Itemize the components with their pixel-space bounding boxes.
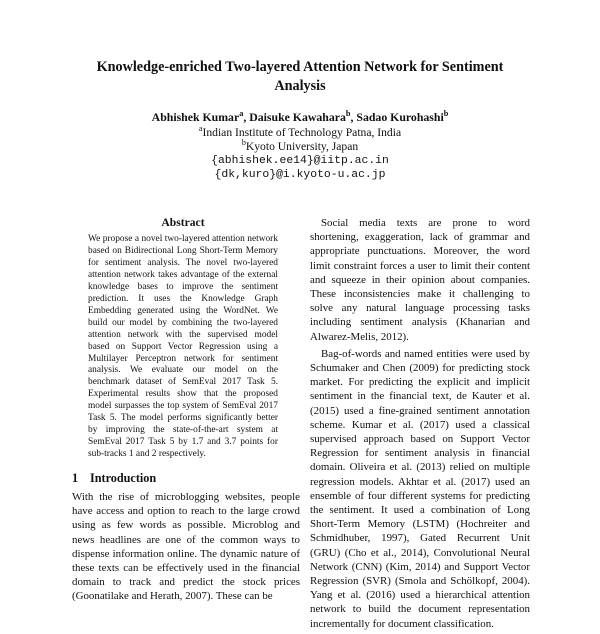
author-name: Daisuke Kawahara: [249, 110, 346, 124]
author-email: {abhishek.ee14}@iitp.ac.in: [211, 155, 389, 167]
abstract-heading: Abstract: [161, 216, 205, 229]
affiliation-text: Indian Institute of Technology Patna, India: [202, 126, 402, 139]
paper-title: Knowledge-enriched Two-layered Attention Network for Sentiment Analysis: [96, 59, 504, 94]
abstract-body: We propose a novel two-layered attention network based on Bidirectional Long Short-Term Memory for sentiment analysis. The novel two-layered attention network takes advantage of the external knowledge bases to improve the sentiment prediction. It uses the Knowledge Graph Embedding generated using the WordNet. We build our model by combining the two-layered attention network with the supervised model based on Support Vector Regression using a Multilayer Perceptron network for sentiment analysis. We evaluate our model on the benchmark dataset of SemEval 2017 Task 5. Experimental results show that the proposed model surpasses the top system of SemEval 2017 Task 5. The model performs significantly better by improving the state-of-the-art system at SemEval 2017 Task 5 by 1.7 and 3.7 points for sub-tracks 1 and 2 respectively.: [88, 234, 278, 460]
affiliation: [60, 140, 540, 154]
section-title: Introduction: [90, 471, 157, 485]
body-paragraph: Social media texts are prone to word shortening, exaggeration, lack of grammar and appropriate punctuations. Moreover, the word limit constraint forces a user to limit their content and squeeze in their opinion about companies. These inconsistencies make it challenging to solve any natural language processing tasks including sentiment analysis (Khanarian and Alwarez-Melis, 2012).: [310, 217, 530, 343]
author-name: Abhishek Kumar: [151, 110, 240, 124]
author-affil-mark: b: [345, 109, 351, 119]
section-heading: [72, 471, 292, 486]
author-list: [60, 110, 540, 125]
affiliation-text: Kyoto University, Japan: [245, 140, 359, 153]
author-email: {dk,kuro}@i.kyoto-u.ac.jp: [214, 169, 386, 181]
author-name: Sadao Kurohashi: [356, 110, 444, 124]
author-affil-mark: b: [443, 109, 449, 119]
right-column: [310, 216, 530, 634]
author-affil-mark: a: [239, 109, 244, 119]
affiliation-mark: b: [241, 138, 246, 148]
body-paragraph: Bag-of-words and named entities were used by Schumaker and Chen (2009) for predicting stock market. For predicting the explicit and implicit sentiment in the financial text, de Kauter et al. (2015) used a fine-grained sentiment annotation scheme. Kumar et al. (2017) used a classical supervised approach based on Support Vector Regression for sentiment analysis in financial domain. Oliveira et al. (2013) relied on multiple regression models. Akhtar et al. (2017) used an ensemble of four different systems for predicting the sentiment. It used a combination of Long Short-Term Memory (LSTM) (Hochreiter and Schmidhuber, 1997), Gated Recurrent Unit (GRU) (Cho et al., 2014), Convolutional Neural Network (CNN) (Kim, 2014) and Support Vector Regression (SVR) (Smola and Schölkopf, 2004). Yang et al. (2016) used a hierarchical attention network to build the document representation incrementally for document classification.: [310, 347, 530, 630]
author-separator: ,: [350, 110, 357, 124]
affiliation: [60, 126, 540, 140]
section-number: 1: [72, 471, 79, 485]
affiliation-mark: a: [198, 124, 203, 134]
author-separator: ,: [243, 110, 250, 124]
intro-paragraph: With the rise of microblogging websites, people have access and option to reach to the large crowd using as few words as possible. Microblog and news headlines are one of the common ways to dispense information online. The dynamic nature of these texts can be effectively used in the financial domain to track and predict the stock prices (Goonatilake and Herath, 2007). These can be: [72, 491, 300, 603]
